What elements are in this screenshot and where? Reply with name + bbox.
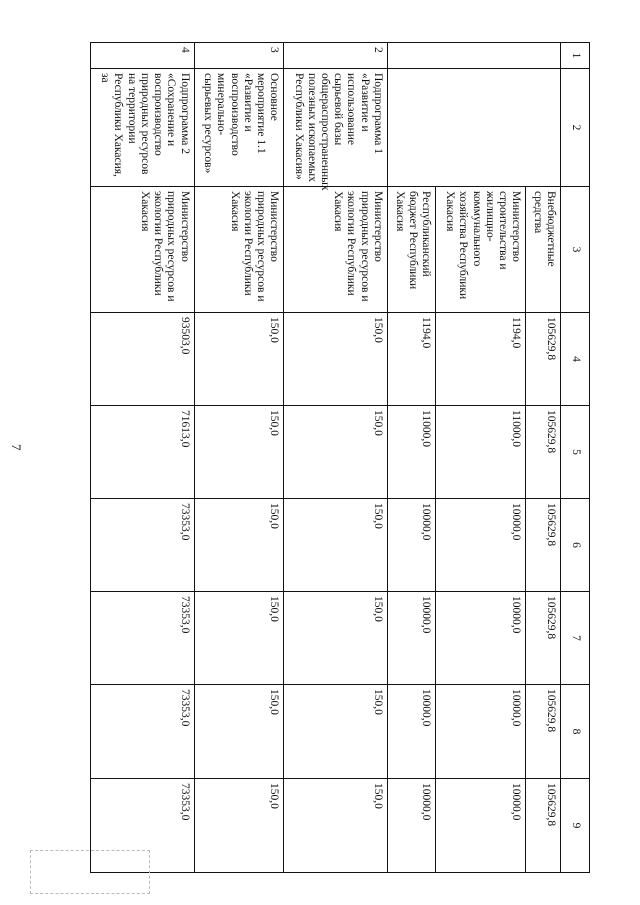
header-cell: 2	[561, 69, 590, 187]
value-cell: 150,0	[284, 779, 388, 873]
value-cell: 105629,8	[526, 313, 561, 406]
value-cell: 93503,0	[91, 313, 195, 406]
table-row	[526, 43, 561, 873]
value-cell: 71613,0	[91, 406, 195, 499]
value-cell: 11000,0	[436, 406, 526, 499]
source-cell: Министерство природных ресурсов и экологии Республики Хакасия	[91, 187, 195, 313]
row-number-cell	[387, 43, 560, 69]
value-cell: 10000,0	[387, 592, 436, 685]
value-cell: 73353,0	[91, 779, 195, 873]
source-cell: Республиканский бюджет Республики Хакасия	[387, 187, 436, 313]
row-number-cell: 2	[284, 43, 388, 69]
program-table	[90, 42, 590, 873]
row-number-cell: 4	[91, 43, 195, 69]
value-cell: 150,0	[194, 499, 284, 592]
value-cell: 150,0	[284, 685, 388, 779]
value-cell: 10000,0	[436, 685, 526, 779]
page-number: 7	[9, 444, 24, 451]
header-cell: 1	[561, 43, 590, 69]
value-cell: 150,0	[284, 313, 388, 406]
value-cell: 10000,0	[387, 779, 436, 873]
rotated-page	[90, 42, 590, 872]
table-row	[284, 43, 388, 873]
header-cell: 3	[561, 187, 590, 313]
table-row	[91, 43, 195, 873]
value-cell: 11000,0	[387, 406, 436, 499]
value-cell: 105629,8	[526, 779, 561, 873]
value-cell: 105629,8	[526, 499, 561, 592]
header-cell: 7	[561, 592, 590, 685]
program-name-cell: Подпрограмма 2 «Сохранение и воспроизводство природных ресурсов на территории Республики Хакасия, за	[91, 69, 195, 187]
value-cell: 150,0	[194, 779, 284, 873]
value-cell: 150,0	[284, 499, 388, 592]
value-cell: 10000,0	[436, 779, 526, 873]
value-cell: 1194,0	[436, 313, 526, 406]
row-number-cell: 3	[194, 43, 284, 69]
value-cell: 10000,0	[387, 685, 436, 779]
value-cell: 10000,0	[387, 499, 436, 592]
value-cell: 105629,8	[526, 592, 561, 685]
value-cell: 150,0	[194, 592, 284, 685]
header-cell: 9	[561, 779, 590, 873]
value-cell: 150,0	[284, 592, 388, 685]
source-cell: Министерство строительства и жилищно-коммунального хозяйства Республики Хакасия	[436, 187, 526, 313]
value-cell: 150,0	[284, 406, 388, 499]
source-cell: Внебюджетные средства	[526, 187, 561, 313]
value-cell: 105629,8	[526, 406, 561, 499]
header-cell: 5	[561, 406, 590, 499]
program-name-cell: Подпрограмма 1 «Развитие и использование сырьевой базы общераспространенных полезных ископаемых Республики Хакасия»	[284, 69, 388, 187]
value-cell: 73353,0	[91, 685, 195, 779]
program-name-cell: Основное мероприятие 1.1 «Развитие и воспроизводство минерально-сырьевых ресурсов»	[194, 69, 284, 187]
value-cell: 73353,0	[91, 592, 195, 685]
table-row	[194, 43, 284, 873]
faded-stamp	[30, 850, 150, 894]
value-cell: 105629,8	[526, 685, 561, 779]
value-cell: 150,0	[194, 313, 284, 406]
value-cell: 10000,0	[436, 499, 526, 592]
program-name-cell	[387, 69, 560, 187]
value-cell: 150,0	[194, 406, 284, 499]
header-cell: 4	[561, 313, 590, 406]
source-cell: Министерство природных ресурсов и экологии Республики Хакасия	[284, 187, 388, 313]
header-cell: 6	[561, 499, 590, 592]
header-cell: 8	[561, 685, 590, 779]
value-cell: 150,0	[194, 685, 284, 779]
value-cell: 73353,0	[91, 499, 195, 592]
value-cell: 10000,0	[436, 592, 526, 685]
value-cell: 1194,0	[387, 313, 436, 406]
table-header-row	[561, 43, 590, 873]
source-cell: Министерство природных ресурсов и экологии Республики Хакасия	[194, 187, 284, 313]
